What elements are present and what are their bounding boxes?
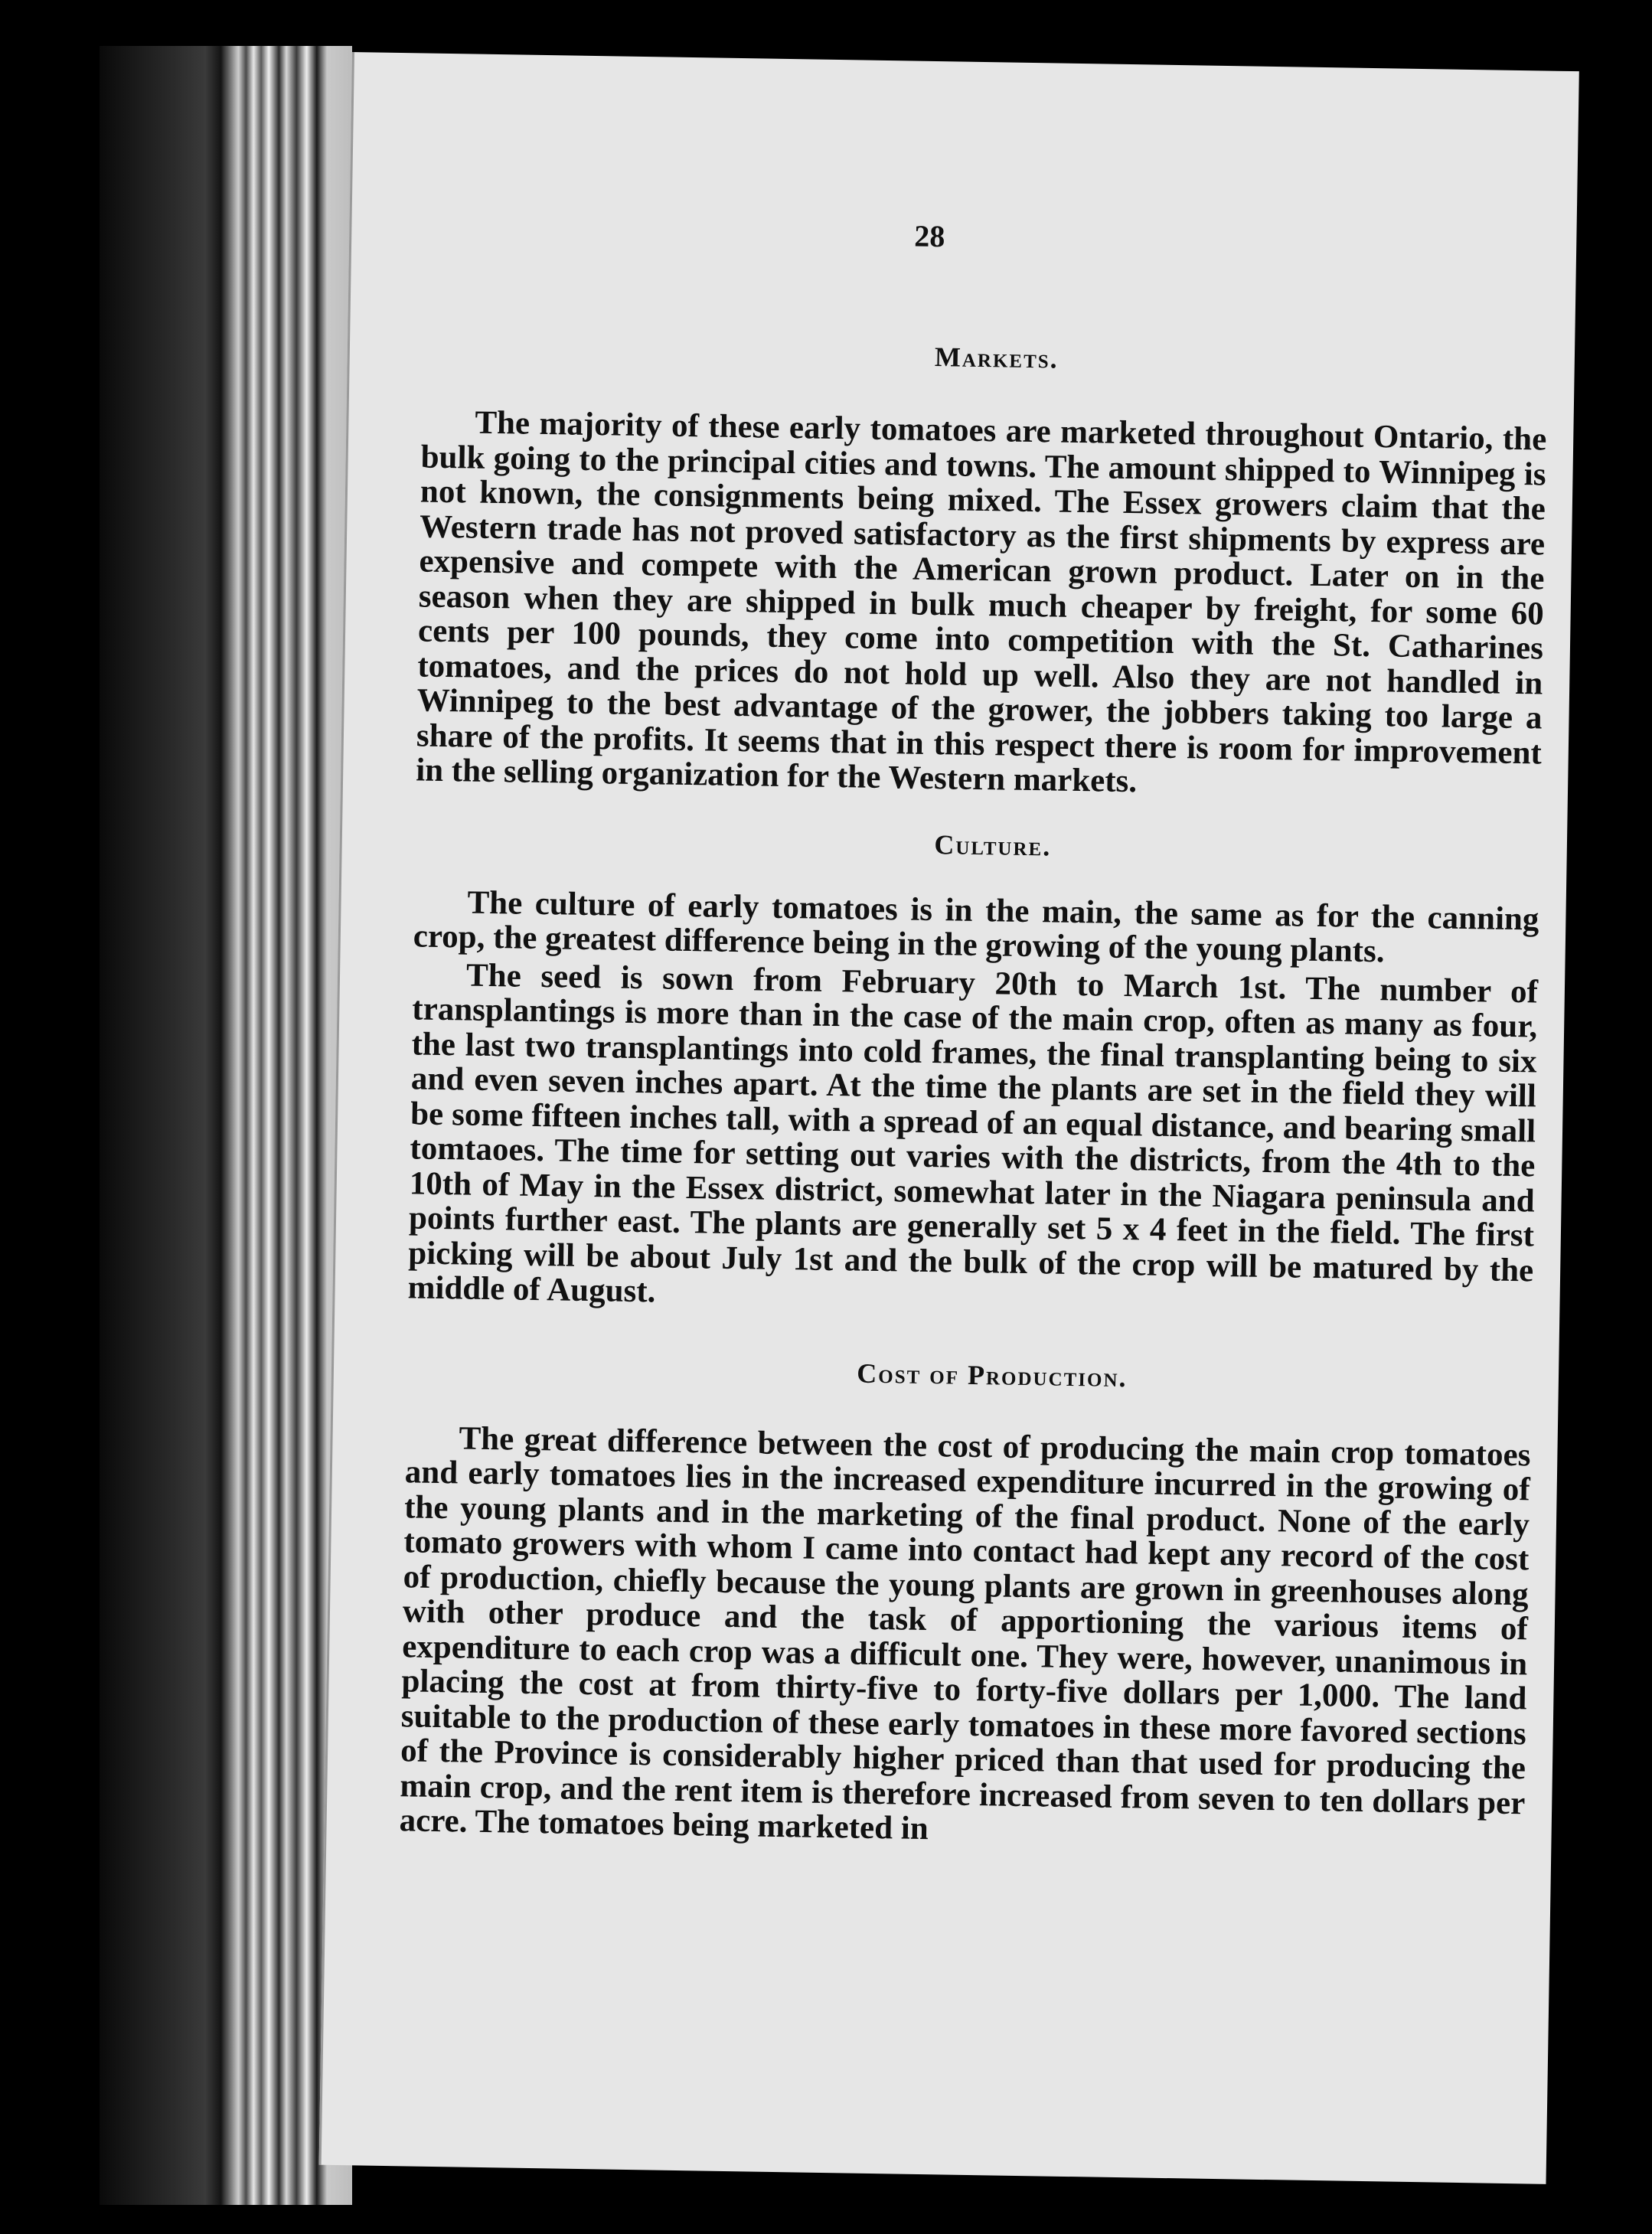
section-heading-markets: Markets. — [934, 341, 1059, 374]
paragraph-culture-2: The seed is sown from February 20th to March 1st. The number of transplantings is more than in the case of the main crop, often as many as four, the last two transplantings into cold frames, the final transplanting being to six and even seven inches apart. At the time the plants are set in the field they will be some fifteen inches tall, with a spread of an equal distance, and bearing small tomtaoes. The time for setting out varies with the districts, from the 4th to the 10th of May in the Essex district, somewhat later in the Niagara peninsula and points further east. The plants are generally set 5 x 4 feet in the field. The first picking will be about July 1st and the bulk of the crop will be matured by the middle of August. — [407, 956, 1539, 1310]
section-heading-culture: Culture. — [934, 828, 1052, 861]
page-body — [399, 211, 1549, 1856]
paragraph-culture-1: The culture of early tomatoes is in the main, the same as for the canning crop, the greatest difference being in the growing of the young plants. — [413, 884, 1539, 970]
section-heading-cost-of-production: Cost of Production. — [857, 1357, 1128, 1393]
book-page — [319, 52, 1579, 2184]
book-binding — [100, 46, 352, 2205]
page-number: 28 — [913, 218, 945, 254]
paragraph-cost-of-production: The great difference between the cost of producing the main crop tomatoes and early tomatoes lies in the increased expenditure incurred in the growing of the young plants and in the marketing of the final product. None of the early tomato growers with whom I came into contact had kept any record of the cost of production, chiefly because the young plants are grown in greenhouses along with other produce and the task of apportioning the various items of expenditure to each crop was a difficult one. They were, however, unanimous in placing the cost at from thirty-five to forty-five dollars per 1,000. The land suitable to the production of these early tomatoes in these more favored sections of the Province is considerably higher priced than that used for producing the main crop, and the rent item is therefore increased from seven to ten dollars per acre. The tomatoes being marketed in — [399, 1419, 1531, 1847]
paragraph-markets: The majority of these early tomatoes are marketed throughout Ontario, the bulk going to the principal cities and towns. The amount shipped to Winnipeg is not known, the consignments being mixed. The Essex growers claim that the Western trade has not proved satisfactory as the first shipments by express are expensive and compete with the American grown product. Later on in the season when they are shipped in bulk much cheaper by freight, for some 60 cents per 100 pounds, they come into competition with the St. Catharines tomatoes, and the prices do not hold up well. Also they are not handled in Winnipeg to the best advantage of the grower, the jobbers taking too large a share of the profits. It seems that in this respect there is room for improvement in the selling organization for the Western markets. — [415, 404, 1547, 800]
